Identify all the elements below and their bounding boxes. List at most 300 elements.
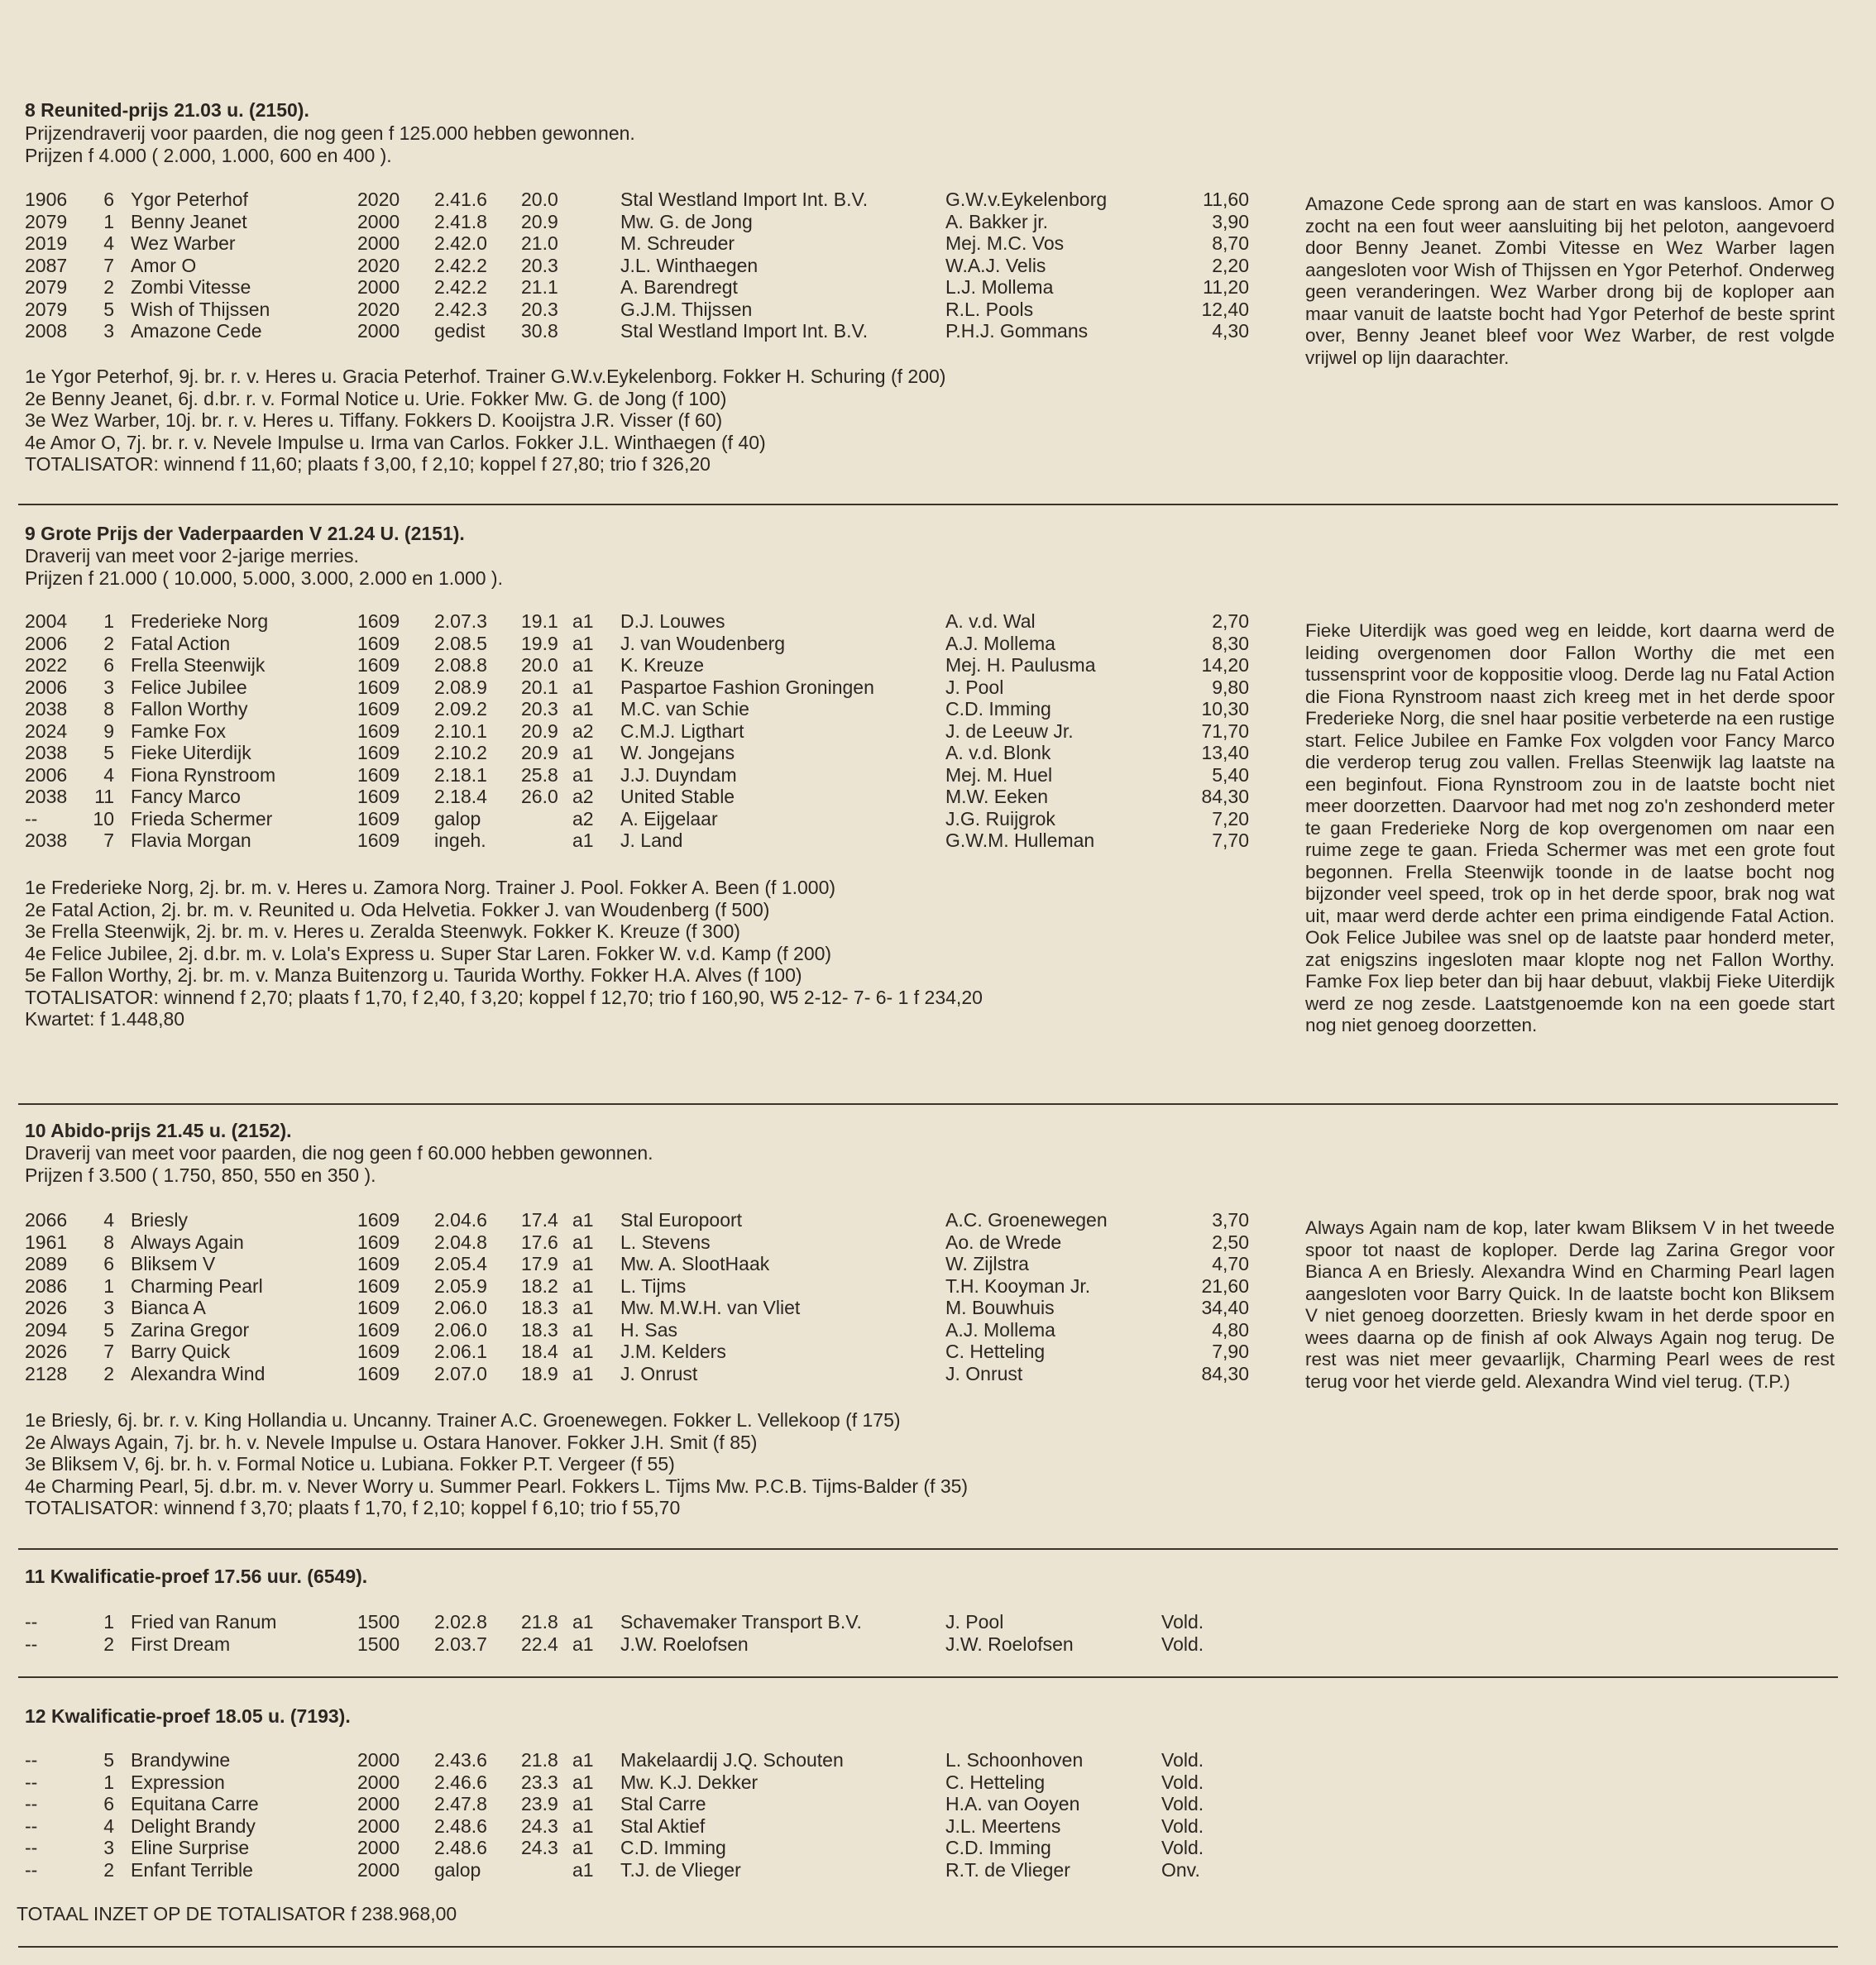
cell-km: 20.3 [521, 298, 558, 320]
cell-tote: 14,20 [1201, 654, 1249, 676]
cell-km: 18.2 [521, 1274, 558, 1297]
cell-km: 24.3 [521, 1814, 558, 1837]
cell-horse: Brandywine [131, 1749, 231, 1771]
cell-no: 7 [103, 830, 114, 851]
cell-km: 18.4 [521, 1341, 558, 1362]
cell-ref: 2026 [25, 1341, 68, 1362]
cell-dist: 1609 [357, 698, 400, 720]
cell-horse: Always Again [131, 1231, 244, 1253]
cell-owner: J.M. Kelders [620, 1341, 726, 1362]
cell-time: 2.47.8 [434, 1793, 487, 1814]
result-row [0, 654, 1274, 677]
result-row [0, 1297, 1274, 1319]
cell-driver: J. Pool [945, 676, 1004, 698]
cell-horse: First Dream [131, 1633, 231, 1655]
cell-horse: Fallon Worthy [131, 698, 248, 720]
cell-dist: 1500 [357, 1633, 400, 1655]
placing-line: 2e Fatal Action, 2j. br. m. v. Reunited u. Oda Helvetia. Fokker J. van Woudenberg (f 500) [25, 898, 770, 920]
cell-horse: Wish of Thijssen [131, 298, 270, 320]
cell-tote: 4,30 [1212, 320, 1249, 342]
race-prizes: Prijzen f 4.000 ( 2.000, 1.000, 600 en 400 ). [25, 145, 392, 166]
cell-owner: D.J. Louwes [620, 610, 725, 632]
cell-km: 17.4 [521, 1209, 558, 1231]
cell-result: Vold. [1161, 1793, 1204, 1814]
cell-ref: 2087 [25, 254, 68, 276]
cell-tote: 8,70 [1212, 232, 1249, 254]
cell-ref: 2019 [25, 232, 68, 254]
cell-ref: -- [25, 1611, 38, 1633]
cell-start: a1 [572, 1793, 594, 1814]
cell-owner: H. Sas [620, 1318, 678, 1341]
cell-owner: Mw. M.W.H. van Vliet [620, 1297, 801, 1318]
cell-driver: L.J. Mollema [945, 276, 1054, 298]
result-row [0, 1363, 1274, 1385]
cell-km: 21.8 [521, 1611, 558, 1633]
cell-dist: 1500 [357, 1611, 400, 1633]
cell-horse: Charming Pearl [131, 1274, 263, 1297]
cell-dist: 1609 [357, 786, 400, 807]
cell-time: 2.02.8 [434, 1611, 487, 1633]
result-row [0, 189, 1274, 211]
race-comment: Always Again nam de kop, later kwam Bliksem V in het tweede spoor tot naast de koploper. Derde lag Zarina Gregor voor Bianca A en Briesly. Alexandra Wind en Charming Pearl lagen aangesloten voor Barry Quick. In de laatste bocht kon Bliksem V niet genoeg doorzetten. Briesly kwam in het derde spoor en wees daarna op de finish af ook Always Again nog terug. De rest was niet meer gevaarlijk, Charming Pearl wees de rest terug voor het vierde geld. Alexandra Wind viel terug. (T.P.) [1305, 1217, 1835, 1392]
cell-time: 2.41.8 [434, 210, 487, 232]
cell-km: 19.9 [521, 632, 558, 654]
cell-ref: 2038 [25, 742, 68, 763]
cell-horse: Alexandra Wind [131, 1362, 266, 1384]
cell-no: 6 [103, 654, 114, 676]
cell-no: 3 [103, 1837, 114, 1858]
cell-driver: P.H.J. Gommans [945, 320, 1089, 342]
placing-line: 1e Frederieke Norg, 2j. br. m. v. Heres u. Zamora Norg. Trainer J. Pool. Fokker A. Been (f 1.000) [25, 877, 836, 898]
cell-owner: A. Barendregt [620, 276, 738, 298]
cell-dist: 1609 [357, 1362, 400, 1384]
result-row [0, 720, 1274, 743]
cell-dist: 1609 [357, 830, 400, 851]
cell-dist: 2000 [357, 1749, 400, 1771]
cell-tote: 8,30 [1212, 632, 1249, 654]
cell-ref: 2006 [25, 676, 68, 698]
result-row [0, 255, 1274, 277]
divider [18, 1548, 1838, 1550]
cell-tote: 5,40 [1212, 763, 1249, 786]
cell-driver: R.T. de Vlieger [945, 1858, 1070, 1881]
cell-no: 7 [103, 1341, 114, 1362]
cell-start: a1 [572, 676, 594, 698]
cell-owner: K. Kreuze [620, 654, 704, 676]
cell-owner: Stal Westland Import Int. B.V. [620, 189, 869, 210]
cell-horse: Flavia Morgan [131, 830, 251, 851]
cell-horse: Felice Jubilee [131, 676, 247, 698]
cell-time: 2.18.1 [434, 763, 487, 786]
cell-tote: 7,90 [1212, 1341, 1249, 1362]
result-row [0, 1633, 1274, 1656]
cell-owner: Stal Europoort [620, 1209, 743, 1231]
cell-driver: A.J. Mollema [945, 1318, 1055, 1341]
cell-dist: 2000 [357, 276, 400, 298]
cell-start: a1 [572, 830, 594, 851]
cell-no: 6 [103, 1793, 114, 1814]
result-row [0, 1209, 1274, 1231]
cell-dist: 1609 [357, 1297, 400, 1318]
cell-no: 5 [103, 742, 114, 763]
cell-ref: 2024 [25, 720, 68, 742]
cell-driver: C.D. Imming [945, 698, 1051, 720]
cell-ref: -- [25, 1858, 38, 1881]
cell-driver: R.L. Pools [945, 298, 1034, 320]
cell-ref: 2079 [25, 298, 68, 320]
race-subtitle: Draverij van meet voor 2-jarige merries. [25, 545, 359, 567]
cell-start: a2 [572, 807, 594, 830]
result-row [0, 1253, 1274, 1275]
cell-start: a1 [572, 654, 594, 676]
cell-ref: 2004 [25, 610, 68, 632]
cell-dist: 2020 [357, 298, 400, 320]
cell-driver: A.J. Mollema [945, 632, 1055, 654]
cell-owner: M.C. van Schie [620, 698, 749, 720]
cell-driver: L. Schoonhoven [945, 1749, 1084, 1771]
cell-time: 2.06.0 [434, 1318, 487, 1341]
cell-horse: Amor O [131, 254, 197, 276]
race-title: 9 Grote Prijs der Vaderpaarden V 21.24 U. (2151). [25, 523, 465, 544]
cell-horse: Bianca A [131, 1297, 206, 1318]
result-row [0, 1275, 1274, 1298]
cell-ref: 1906 [25, 189, 68, 210]
cell-driver: J.W. Roelofsen [945, 1633, 1074, 1655]
cell-no: 2 [103, 632, 114, 654]
cell-owner: A. Eijgelaar [620, 807, 718, 830]
cell-time: 2.43.6 [434, 1749, 487, 1771]
cell-driver: A. v.d. Wal [945, 610, 1036, 632]
cell-tote: 3,70 [1212, 1209, 1249, 1231]
cell-horse: Amazone Cede [131, 320, 262, 342]
cell-km: 22.4 [521, 1633, 558, 1655]
cell-time: 2.06.0 [434, 1297, 487, 1318]
cell-km: 17.9 [521, 1253, 558, 1274]
cell-no: 2 [103, 1633, 114, 1655]
cell-tote: 34,40 [1201, 1297, 1249, 1318]
cell-start: a1 [572, 1253, 594, 1274]
cell-horse: Wez Warber [131, 232, 236, 254]
cell-horse: Zarina Gregor [131, 1318, 250, 1341]
cell-driver: J. Pool [945, 1611, 1004, 1633]
cell-km: 30.8 [521, 320, 558, 342]
placing-line: 1e Ygor Peterhof, 9j. br. r. v. Heres u. Gracia Peterhof. Trainer G.W.v.Eykelenborg. Fokker H. Schuring (f 200) [25, 366, 946, 387]
cell-tote: 84,30 [1201, 1362, 1249, 1384]
cell-dist: 1609 [357, 1231, 400, 1253]
cell-time: 2.10.2 [434, 742, 487, 763]
cell-km: 20.0 [521, 189, 558, 210]
cell-km: 23.3 [521, 1771, 558, 1793]
cell-dist: 1609 [357, 1318, 400, 1341]
cell-dist: 1609 [357, 742, 400, 763]
cell-time: 2.04.6 [434, 1209, 487, 1231]
cell-dist: 2000 [357, 1837, 400, 1858]
result-row [0, 1341, 1274, 1363]
cell-owner: Mw. K.J. Dekker [620, 1771, 759, 1793]
race-subtitle: Draverij van meet voor paarden, die nog geen f 60.000 hebben gewonnen. [25, 1142, 653, 1164]
cell-time: 2.07.3 [434, 610, 487, 632]
cell-no: 9 [103, 720, 114, 742]
cell-driver: Mej. M. Huel [945, 763, 1053, 786]
cell-ref: -- [25, 807, 38, 830]
cell-start: a1 [572, 1274, 594, 1297]
cell-tote: 71,70 [1201, 720, 1249, 742]
results-table [0, 189, 1274, 342]
cell-no: 3 [103, 320, 114, 342]
cell-no: 8 [103, 1231, 114, 1253]
cell-time: gedist [434, 320, 486, 342]
result-row [0, 1815, 1274, 1838]
cell-no: 3 [103, 676, 114, 698]
cell-tote: 2,70 [1212, 610, 1249, 632]
cell-result: Vold. [1161, 1749, 1204, 1771]
race-prizes: Prijzen f 3.500 ( 1.750, 850, 550 en 350 ). [25, 1164, 376, 1186]
cell-owner: C.M.J. Ligthart [620, 720, 744, 742]
cell-no: 4 [103, 1209, 114, 1231]
cell-dist: 1609 [357, 1274, 400, 1297]
cell-driver: T.H. Kooyman Jr. [945, 1274, 1091, 1297]
result-row [0, 1231, 1274, 1254]
cell-tote: 9,80 [1212, 676, 1249, 698]
placing-line: 3e Wez Warber, 10j. br. r. v. Heres u. Tiffany. Fokkers D. Kooijstra J.R. Visser (f 60) [25, 409, 723, 431]
cell-dist: 2000 [357, 1814, 400, 1837]
cell-time: 2.04.8 [434, 1231, 487, 1253]
result-row [0, 1859, 1274, 1881]
cell-result: Vold. [1161, 1633, 1204, 1655]
cell-dist: 1609 [357, 676, 400, 698]
cell-ref: -- [25, 1771, 38, 1793]
result-row [0, 1319, 1274, 1341]
cell-dist: 2000 [357, 1793, 400, 1814]
cell-driver: M.W. Eeken [945, 786, 1048, 807]
placing-line: TOTALISATOR: winnend f 11,60; plaats f 3,00, f 2,10; koppel f 27,80; trio f 326,20 [25, 453, 711, 475]
cell-tote: 4,70 [1212, 1253, 1249, 1274]
cell-km: 19.1 [521, 610, 558, 632]
cell-driver: J.L. Meertens [945, 1814, 1061, 1837]
cell-horse: Frieda Schermer [131, 807, 273, 830]
cell-ref: 2086 [25, 1274, 68, 1297]
cell-time: 2.48.6 [434, 1837, 487, 1858]
cell-dist: 1609 [357, 763, 400, 786]
cell-ref: 2089 [25, 1253, 68, 1274]
cell-dist: 2000 [357, 210, 400, 232]
cell-no: 4 [103, 763, 114, 786]
cell-start: a1 [572, 1633, 594, 1655]
race-comment: Amazone Cede sprong aan de start en was kansloos. Amor O zocht na een fout weer aansluiting bij het peloton, aangevoerd door Benny Jeanet. Zombi Vitesse en Wez Warber lagen aangesloten voor Wish of Thijssen en Ygor Peterhof. Onderweg geen veranderingen. Wez Warber drong bij de koploper aan maar vanuit de laatste bocht had Ygor Peterhof de beste sprint over, Benny Jeanet bleef voor Wez Warber, de rest volgde vrijwel op lijn daarachter. [1305, 194, 1835, 368]
cell-ref: -- [25, 1814, 38, 1837]
cell-horse: Bliksem V [131, 1253, 216, 1274]
result-row [0, 677, 1274, 699]
cell-tote: 10,30 [1201, 698, 1249, 720]
cell-dist: 1609 [357, 1209, 400, 1231]
cell-ref: -- [25, 1793, 38, 1814]
cell-no: 6 [103, 1253, 114, 1274]
cell-no: 10 [93, 807, 114, 830]
result-row [0, 808, 1274, 830]
cell-owner: L. Stevens [620, 1231, 711, 1253]
cell-owner: J. van Woudenberg [620, 632, 786, 654]
cell-km: 26.0 [521, 786, 558, 807]
result-row [0, 232, 1274, 255]
result-row [0, 698, 1274, 720]
cell-tote: 11,20 [1203, 276, 1249, 298]
cell-start: a1 [572, 698, 594, 720]
result-row [0, 1837, 1274, 1859]
result-row [0, 1771, 1274, 1794]
cell-start: a1 [572, 1837, 594, 1858]
cell-no: 8 [103, 698, 114, 720]
cell-time: 2.41.6 [434, 189, 487, 210]
cell-ref: 2006 [25, 632, 68, 654]
cell-start: a1 [572, 1362, 594, 1384]
cell-ref: 2038 [25, 786, 68, 807]
cell-owner: Paspartoe Fashion Groningen [620, 676, 874, 698]
cell-driver: J. Onrust [945, 1362, 1023, 1384]
cell-no: 1 [103, 610, 114, 632]
result-row [0, 1793, 1274, 1815]
cell-no: 5 [103, 298, 114, 320]
result-row [0, 830, 1274, 852]
race-comment: Fieke Uiterdijk was goed weg en leidde, kort daarna werd de leiding overgenomen door Fallon Worthy die met een tussensprint voor de koppositie vloog. Derde lag nu Fatal Action die Fiona Rynstroom naast zich kreeg met in het derde spoor Frederieke Norg, die snel haar positie verbeterde na een rustige start. Felice Jubilee en Famke Fox volgden voor Fancy Marco die verderop terug zou vallen. Frellas Steenwijk lag laatste na een beginfout. Fiona Rynstroom zou in de laatste bocht niet meer doorzetten. Daarvoor had met nog zo'n zeshonderd meter te gaan Frederieke Norg de kop overgenomen om naar een ruime zege te gaan. Frieda Schermer was met een grote fout begonnen. Frella Steenwijk toonde in de laatse bocht nog bijzonder veel speed, trok op in het derde spoor, brak nog wat uit, maar werd derde achter een prima eindigende Fatal Action. Ook Felice Jubilee was snel op de laatste paar honderd meter, zat enigszins ingesloten maar klopte nog net Fallon Worthy. Famke Fox liep beter dan bij haar debuut, vlakbij Fieke Uiterdijk werd ze nog zesde. Laatstgenoemde kon na een goede start nog niet genoeg doorzetten. [1305, 620, 1835, 1035]
cell-driver: A. v.d. Blonk [945, 742, 1051, 763]
cell-km: 21.1 [521, 276, 558, 298]
cell-no: 3 [103, 1297, 114, 1318]
cell-time: galop [434, 807, 481, 830]
placing-line: 4e Amor O, 7j. br. r. v. Nevele Impulse u. Irma van Carlos. Fokker J.L. Winthaegen (f 40) [25, 431, 766, 453]
cell-no: 1 [103, 1274, 114, 1297]
totalisator-total: TOTAAL INZET OP DE TOTALISATOR f 238.968,00 [17, 1903, 457, 1924]
cell-dist: 1609 [357, 632, 400, 654]
cell-horse: Briesly [131, 1209, 189, 1231]
cell-start: a1 [572, 1209, 594, 1231]
cell-owner: J.J. Duyndam [620, 763, 737, 786]
divider [18, 504, 1838, 505]
cell-no: 2 [103, 1858, 114, 1881]
result-row [0, 1749, 1274, 1771]
cell-dist: 2000 [357, 232, 400, 254]
cell-owner: M. Schreuder [620, 232, 735, 254]
cell-horse: Fried van Ranum [131, 1611, 277, 1633]
cell-tote: 11,60 [1203, 189, 1249, 210]
cell-ref: 2079 [25, 210, 68, 232]
cell-start: a1 [572, 742, 594, 763]
cell-time: 2.42.2 [434, 276, 487, 298]
cell-start: a1 [572, 1858, 594, 1881]
cell-ref: 2026 [25, 1297, 68, 1318]
cell-km: 20.3 [521, 698, 558, 720]
cell-horse: Frella Steenwijk [131, 654, 266, 676]
race-title: 11 Kwalificatie-proef 17.56 uur. (6549). [25, 1566, 368, 1587]
cell-owner: Stal Carre [620, 1793, 706, 1814]
results-table [0, 610, 1274, 852]
results-table [0, 1749, 1274, 1881]
cell-ref: 2079 [25, 276, 68, 298]
cell-horse: Eline Surprise [131, 1837, 250, 1858]
cell-start: a1 [572, 632, 594, 654]
cell-dist: 2000 [357, 320, 400, 342]
cell-result: Vold. [1161, 1814, 1204, 1837]
placings [25, 877, 1266, 1030]
cell-start: a2 [572, 720, 594, 742]
cell-driver: J.G. Ruijgrok [945, 807, 1055, 830]
cell-horse: Zombi Vitesse [131, 276, 251, 298]
cell-horse: Fiona Rynstroom [131, 763, 276, 786]
race-title: 12 Kwalificatie-proef 18.05 u. (7193). [25, 1705, 351, 1727]
cell-ref: 2128 [25, 1362, 68, 1384]
result-row [0, 1611, 1274, 1633]
cell-start: a1 [572, 1341, 594, 1362]
cell-owner: J.W. Roelofsen [620, 1633, 749, 1655]
placing-line: 2e Benny Jeanet, 6j. d.br. r. v. Formal Notice u. Urie. Fokker Mw. G. de Jong (f 100) [25, 387, 727, 409]
cell-no: 1 [103, 1771, 114, 1793]
cell-start: a1 [572, 1749, 594, 1771]
cell-ref: -- [25, 1837, 38, 1858]
cell-no: 4 [103, 232, 114, 254]
cell-km: 25.8 [521, 763, 558, 786]
cell-result: Vold. [1161, 1837, 1204, 1858]
cell-km: 20.0 [521, 654, 558, 676]
cell-owner: W. Jongejans [620, 742, 735, 763]
cell-time: 2.08.9 [434, 676, 487, 698]
cell-owner: J. Land [620, 830, 683, 851]
cell-ref: 1961 [25, 1231, 68, 1253]
cell-owner: Schavemaker Transport B.V. [620, 1611, 862, 1633]
result-row [0, 786, 1274, 808]
cell-start: a1 [572, 1814, 594, 1837]
cell-no: 2 [103, 276, 114, 298]
cell-dist: 1609 [357, 1253, 400, 1274]
cell-tote: 84,30 [1201, 786, 1249, 807]
cell-no: 1 [103, 1611, 114, 1633]
divider [18, 1103, 1838, 1105]
cell-start: a1 [572, 1611, 594, 1633]
placing-line: 5e Fallon Worthy, 2j. br. m. v. Manza Buitenzorg u. Taurida Worthy. Fokker H.A. Alves (f 100) [25, 964, 802, 986]
cell-horse: Delight Brandy [131, 1814, 256, 1837]
cell-dist: 1609 [357, 807, 400, 830]
cell-driver: C. Hetteling [945, 1771, 1046, 1793]
placing-line: 3e Frella Steenwijk, 2j. br. m. v. Heres u. Zeralda Steenwyk. Fokker K. Kreuze (f 300) [25, 920, 740, 942]
cell-no: 1 [103, 210, 114, 232]
cell-time: 2.46.6 [434, 1771, 487, 1793]
divider [18, 1946, 1838, 1948]
placing-line: 3e Bliksem V, 6j. br. h. v. Formal Notice u. Lubiana. Fokker P.T. Vergeer (f 55) [25, 1453, 675, 1475]
cell-driver: A. Bakker jr. [945, 210, 1048, 232]
cell-dist: 1609 [357, 720, 400, 742]
placing-line: Kwartet: f 1.448,80 [25, 1008, 185, 1030]
cell-start: a1 [572, 1297, 594, 1318]
results-table [0, 1209, 1274, 1384]
cell-dist: 1609 [357, 610, 400, 632]
cell-time: 2.05.4 [434, 1253, 487, 1274]
cell-time: 2.06.1 [434, 1341, 487, 1362]
cell-dist: 2000 [357, 1771, 400, 1793]
result-row [0, 633, 1274, 655]
cell-tote: 4,80 [1212, 1318, 1249, 1341]
result-row [0, 211, 1274, 233]
result-row [0, 276, 1274, 299]
cell-ref: -- [25, 1633, 38, 1655]
cell-time: 2.08.5 [434, 632, 487, 654]
cell-owner: Mw. A. SlootHaak [620, 1253, 770, 1274]
cell-km: 18.3 [521, 1297, 558, 1318]
cell-driver: C.D. Imming [945, 1837, 1051, 1858]
cell-driver: G.W.M. Hulleman [945, 830, 1095, 851]
cell-result: Onv. [1161, 1858, 1200, 1881]
cell-dist: 2020 [357, 254, 400, 276]
cell-start: a1 [572, 763, 594, 786]
cell-time: 2.05.9 [434, 1274, 487, 1297]
cell-horse: Equitana Carre [131, 1793, 259, 1814]
